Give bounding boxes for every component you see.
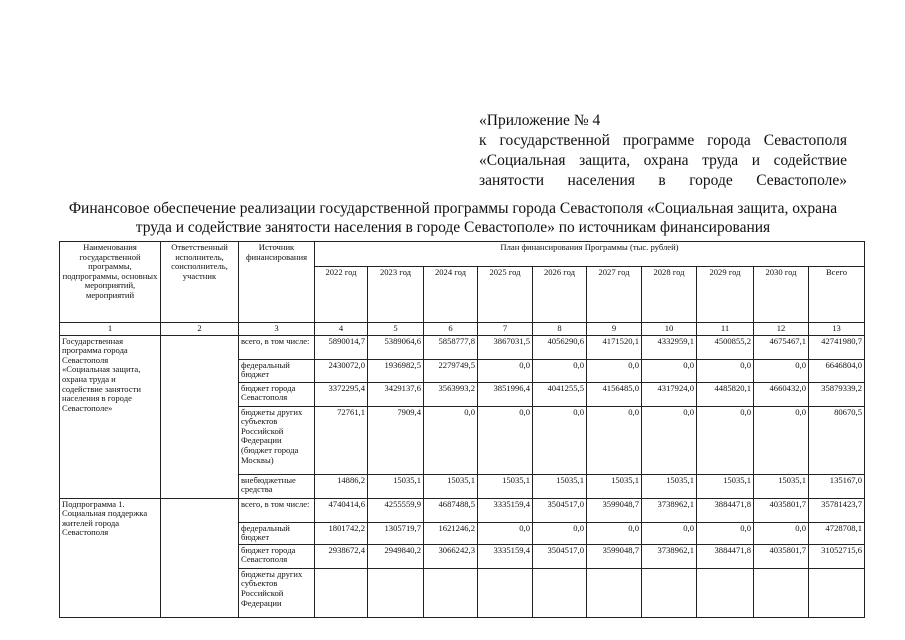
- year-value-cell: 3066242,3: [424, 544, 478, 568]
- column-index: 11: [697, 323, 754, 336]
- year-value-cell: 5389064,6: [368, 335, 424, 359]
- column-index: 6: [424, 323, 478, 336]
- year-value-cell: 2938672,4: [315, 544, 368, 568]
- executor-cell: [161, 498, 239, 617]
- header-total: Всего: [809, 267, 865, 323]
- year-value-cell: 3867031,5: [478, 335, 533, 359]
- column-index: 13: [809, 323, 865, 336]
- year-value-cell: 0,0: [587, 406, 642, 474]
- header-year: 2026 год: [533, 267, 587, 323]
- header-year: 2025 год: [478, 267, 533, 323]
- year-value-cell: [368, 568, 424, 617]
- header-source: Источник финансирования: [239, 242, 315, 323]
- total-value-cell: 35781423,7: [809, 498, 865, 522]
- year-value-cell: 0,0: [587, 522, 642, 544]
- year-value-cell: 4687488,5: [424, 498, 478, 522]
- year-value-cell: 0,0: [754, 359, 809, 382]
- header-year: 2023 год: [368, 267, 424, 323]
- year-value-cell: [697, 568, 754, 617]
- year-value-cell: 0,0: [478, 406, 533, 474]
- column-index: 12: [754, 323, 809, 336]
- year-value-cell: 0,0: [697, 522, 754, 544]
- source-cell: внебюджетные средства: [239, 474, 315, 498]
- year-value-cell: 0,0: [533, 406, 587, 474]
- column-index: 2: [161, 323, 239, 336]
- year-value-cell: 7909,4: [368, 406, 424, 474]
- year-value-cell: [642, 568, 697, 617]
- year-value-cell: 0,0: [642, 522, 697, 544]
- year-value-cell: 3335159,4: [478, 544, 533, 568]
- header-year: 2027 год: [587, 267, 642, 323]
- year-value-cell: 3372295,4: [315, 382, 368, 406]
- total-value-cell: 35879339,2: [809, 382, 865, 406]
- column-index: 1: [60, 323, 161, 336]
- source-cell: федеральный бюджет: [239, 522, 315, 544]
- year-value-cell: 3884471,8: [697, 498, 754, 522]
- appendix-line: занятости населения в городе Севастополе»: [479, 172, 847, 189]
- column-index: 7: [478, 323, 533, 336]
- source-cell: федеральный бюджет: [239, 359, 315, 382]
- year-value-cell: 5890014,7: [315, 335, 368, 359]
- year-value-cell: 3599048,7: [587, 498, 642, 522]
- year-value-cell: 0,0: [478, 359, 533, 382]
- year-value-cell: 3335159,4: [478, 498, 533, 522]
- table-body: [60, 335, 865, 617]
- year-value-cell: 3504517,0: [533, 498, 587, 522]
- header-year: 2030 год: [754, 267, 809, 323]
- year-value-cell: [533, 568, 587, 617]
- year-value-cell: 0,0: [424, 406, 478, 474]
- year-value-cell: 3884471,8: [697, 544, 754, 568]
- program-name-cell: Подпрограмма 1. Социальная поддержка жителей города Севастополя: [60, 498, 161, 617]
- table-row: [60, 498, 865, 522]
- year-value-cell: 3851996,4: [478, 382, 533, 406]
- header-year: 2022 год: [315, 267, 368, 323]
- year-value-cell: 0,0: [587, 359, 642, 382]
- year-value-cell: 0,0: [642, 406, 697, 474]
- year-value-cell: 1621246,2: [424, 522, 478, 544]
- total-value-cell: 80670,5: [809, 406, 865, 474]
- year-value-cell: 0,0: [754, 522, 809, 544]
- year-value-cell: 4255559,9: [368, 498, 424, 522]
- appendix-line: «Социальная защита, охрана труда и содействие: [479, 152, 847, 169]
- total-value-cell: 31052715,6: [809, 544, 865, 568]
- year-value-cell: 4056290,6: [533, 335, 587, 359]
- column-index: 4: [315, 323, 368, 336]
- column-index: 3: [239, 323, 315, 336]
- year-value-cell: 1305719,7: [368, 522, 424, 544]
- source-cell: бюджет города Севастополя: [239, 382, 315, 406]
- source-cell: бюджеты других субъектов Российской Федерации: [239, 568, 315, 617]
- year-value-cell: [587, 568, 642, 617]
- year-value-cell: 15035,1: [642, 474, 697, 498]
- year-value-cell: 4332959,1: [642, 335, 697, 359]
- year-value-cell: 15035,1: [533, 474, 587, 498]
- header-year: 2024 год: [424, 267, 478, 323]
- source-cell: бюджет города Севастополя: [239, 544, 315, 568]
- year-value-cell: 15035,1: [697, 474, 754, 498]
- column-index: 9: [587, 323, 642, 336]
- year-value-cell: [478, 568, 533, 617]
- year-value-cell: 72761,1: [315, 406, 368, 474]
- year-value-cell: 4317924,0: [642, 382, 697, 406]
- year-value-cell: 3504517,0: [533, 544, 587, 568]
- year-value-cell: 2430072,0: [315, 359, 368, 382]
- total-value-cell: [809, 568, 865, 617]
- year-value-cell: 15035,1: [368, 474, 424, 498]
- year-value-cell: 0,0: [697, 359, 754, 382]
- year-value-cell: 4500855,2: [697, 335, 754, 359]
- year-value-cell: 0,0: [697, 406, 754, 474]
- year-value-cell: 3563993,2: [424, 382, 478, 406]
- year-value-cell: 4035801,7: [754, 498, 809, 522]
- financing-table: [59, 241, 865, 618]
- year-value-cell: 15035,1: [478, 474, 533, 498]
- year-value-cell: [424, 568, 478, 617]
- header-executor: Ответственный исполнитель, соисполнитель, участник: [161, 242, 239, 323]
- year-value-cell: [754, 568, 809, 617]
- year-value-cell: 4485820,1: [697, 382, 754, 406]
- program-name-cell: Государственная программа города Севастополя «Социальная защита, охрана труда и содействие занятости населения в городе Севастополе»: [60, 335, 161, 498]
- total-value-cell: 6646804,0: [809, 359, 865, 382]
- column-index: 8: [533, 323, 587, 336]
- appendix-line: «Приложение № 4: [479, 112, 601, 129]
- year-value-cell: 0,0: [478, 522, 533, 544]
- header-plan: План финансирования Программы (тыс. рублей): [315, 242, 865, 267]
- total-value-cell: 135167,0: [809, 474, 865, 498]
- year-value-cell: 2949840,2: [368, 544, 424, 568]
- year-value-cell: 1936982,5: [368, 359, 424, 382]
- year-value-cell: 0,0: [533, 359, 587, 382]
- year-value-cell: 14886,2: [315, 474, 368, 498]
- appendix-block: [479, 111, 847, 191]
- year-value-cell: 5858777,8: [424, 335, 478, 359]
- executor-cell: [161, 335, 239, 498]
- source-cell: бюджеты других субъектов Российской Федерации (бюджет города Москвы): [239, 406, 315, 474]
- year-value-cell: 15035,1: [754, 474, 809, 498]
- appendix-line: к государственной программе города Севастополя: [479, 132, 847, 149]
- year-value-cell: 15035,1: [587, 474, 642, 498]
- year-value-cell: 4035801,7: [754, 544, 809, 568]
- year-value-cell: 4740414,6: [315, 498, 368, 522]
- year-value-cell: 4660432,0: [754, 382, 809, 406]
- year-value-cell: 4156485,0: [587, 382, 642, 406]
- year-value-cell: 15035,1: [424, 474, 478, 498]
- column-index: 5: [368, 323, 424, 336]
- year-value-cell: 3599048,7: [587, 544, 642, 568]
- source-cell: всего, в том числе:: [239, 335, 315, 359]
- year-value-cell: 0,0: [754, 406, 809, 474]
- source-cell: всего, в том числе:: [239, 498, 315, 522]
- year-value-cell: 4171520,1: [587, 335, 642, 359]
- year-value-cell: 0,0: [533, 522, 587, 544]
- year-value-cell: 4041255,5: [533, 382, 587, 406]
- header-year: 2028 год: [642, 267, 697, 323]
- table-row: [60, 335, 865, 359]
- year-value-cell: 4675467,1: [754, 335, 809, 359]
- header-name: Наименования государственной программы, подпрограммы, основных мероприятий, мероприятий: [60, 242, 161, 323]
- total-value-cell: 4728708,1: [809, 522, 865, 544]
- year-value-cell: 3738962,1: [642, 498, 697, 522]
- column-index: 10: [642, 323, 697, 336]
- header-year: 2029 год: [697, 267, 754, 323]
- year-value-cell: 2279749,5: [424, 359, 478, 382]
- year-value-cell: 3738962,1: [642, 544, 697, 568]
- total-value-cell: 42741980,7: [809, 335, 865, 359]
- year-value-cell: 3429137,6: [368, 382, 424, 406]
- year-value-cell: 0,0: [642, 359, 697, 382]
- year-value-cell: [315, 568, 368, 617]
- document-title: Финансовое обеспечение реализации государственной программы города Севастополя «Социальная защита, охрана труда и содействие занятости населения в городе Севастополе» по источникам финансирования: [68, 200, 838, 236]
- year-value-cell: 1801742,2: [315, 522, 368, 544]
